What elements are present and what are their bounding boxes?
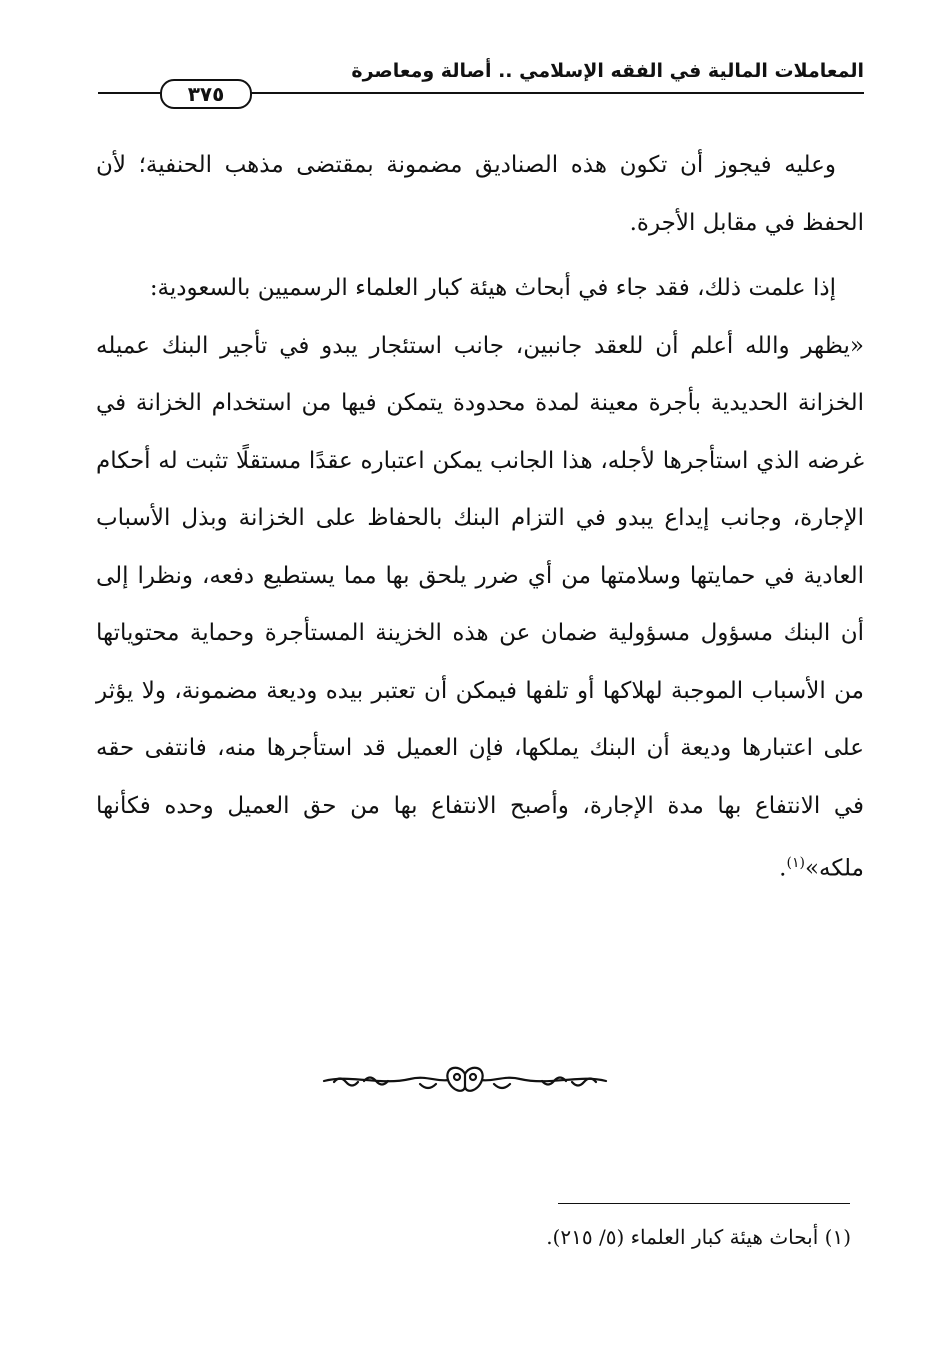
footnote-rule [558, 1203, 850, 1204]
paragraph-2-intro: إذا علمت ذلك، فقد جاء في أبحاث هيئة كبار العلماء الرسميين بالسعودية: [149, 275, 836, 301]
page-header [98, 58, 864, 106]
paragraph-1: وعليه فيجوز أن تكون هذه الصناديق مضمونة بمقتضى مذهب الحنفية؛ لأن الحفظ في مقابل الأجرة. [96, 152, 864, 236]
end-mark: . [779, 855, 787, 882]
running-title: المعاملات المالية في الفقه الإسلامي .. أصالة ومعاصرة [351, 60, 864, 82]
floral-divider-icon [320, 1060, 610, 1100]
body-text [96, 137, 864, 898]
quote-paragraph [96, 318, 864, 899]
quote-text: «يظهر والله أعلم أن للعقد جانبين، جانب استئجار يبدو في تأجير البنك عميله الخزانة الحديدية بأجرة معينة لمدة محدودة يتمكن فيها من استخدام الخزانة في غرضه الذي استأجرها لأجله، هذا الجانب يمكن اعتباره عقدًا مستقلًا تثبت له أحكام الإجارة، وجانب إيداع يبدو في التزام البنك بالحفاظ على الخزانة وبذل الأسباب العادية في حمايتها وسلامتها من أي ضرر يلحق بها مما يستطيع دفعه، ونظرا إلى أن البنك مسؤول مسؤولية ضمان عن هذه الخزينة المستأجرة وحماية محتوياتها من الأسباب الموجبة لهلاكها أو تلفها فيمكن أن تعتبر بيده وديعة مضمونة، ولا يؤثر على اعتبارها وديعة أن البنك يملكها، فإن العميل قد استأجرها منه، فانتفى حقه في الانتفاع بها مدة الإجارة، وأصبح الانتفاع بها من حق العميل وحده فكأنها ملكه» [96, 332, 864, 882]
page-number: ٣٧٥ [160, 79, 252, 109]
footnote-ref[interactable]: (١) [786, 855, 805, 871]
footnote: (١) أبحاث هيئة كبار العلماء (٥/ ٢١٥). [546, 1225, 851, 1249]
